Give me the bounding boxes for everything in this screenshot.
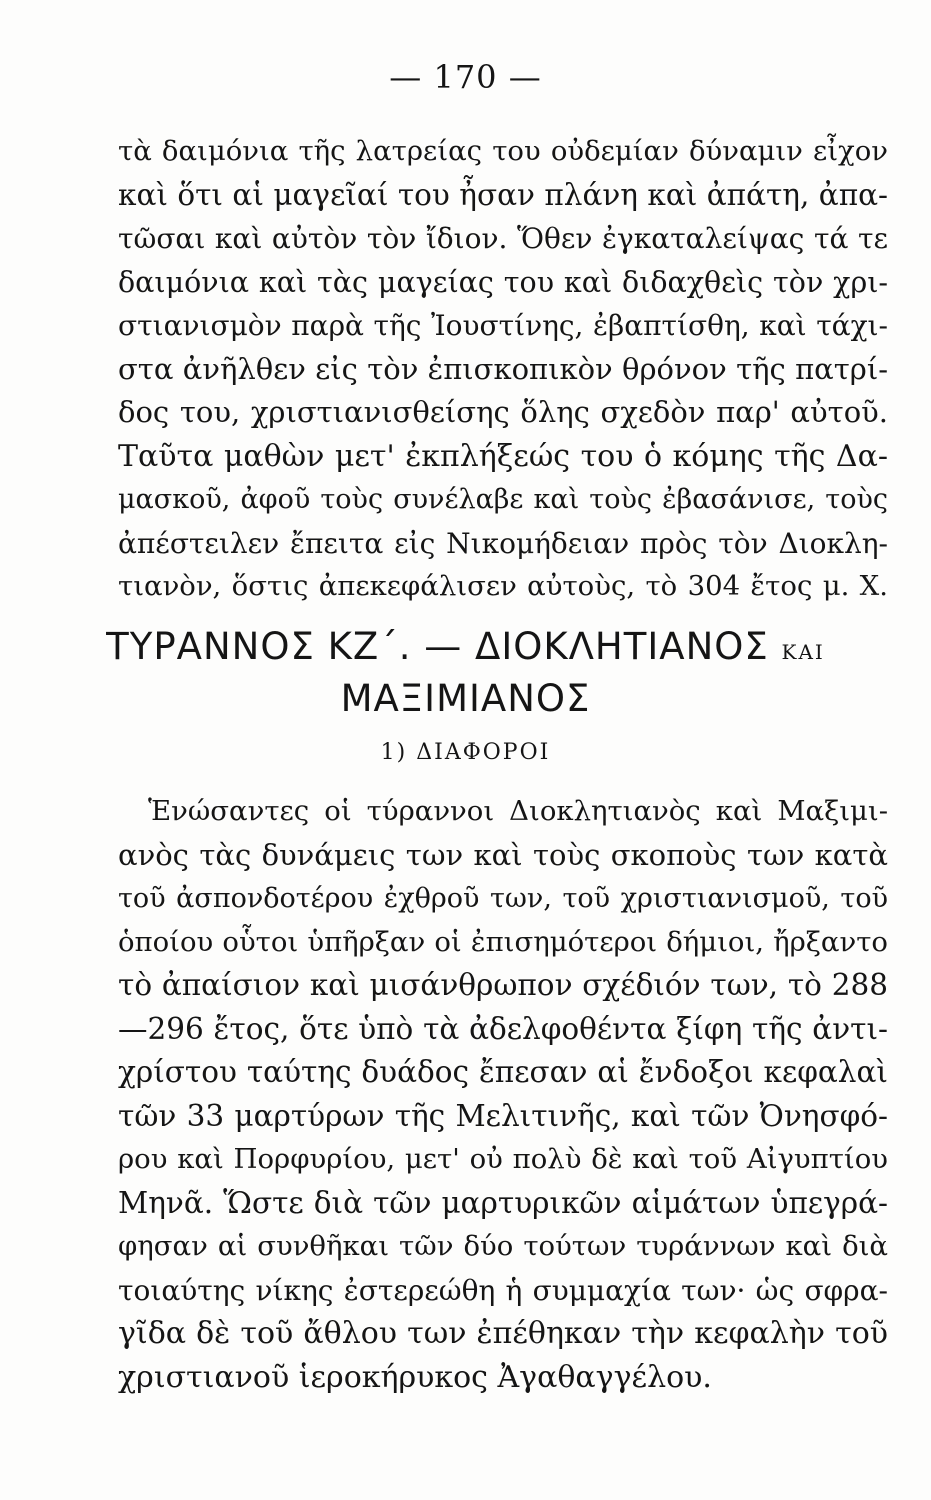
paragraph-2 xyxy=(118,790,888,1399)
chapter-heading-continued: ΜΑΞΙΜΙΑΝΟΣ xyxy=(340,677,591,720)
text-line: μασκοῦ, ἀφοῦ τοὺς συνέλαβε καὶ τοὺς ἐβασάνισε, τοὺς xyxy=(118,484,888,515)
text-line: τοῦ ἀσπονδοτέρου ἐχθροῦ των, τοῦ χριστιανισμοῦ, τοῦ xyxy=(118,883,888,914)
text-line: τῶσαι καὶ αὐτὸν τὸν ἴδιον. Ὅθεν ἐγκαταλείψας τά τε xyxy=(118,222,888,255)
text-line: Ἑνώσαντες οἱ τύραννοι Διοκλητιανὸς καὶ Μαξιμι- xyxy=(148,795,888,827)
section-subheading: 1) ΔΙΑΦΟΡΟΙ xyxy=(380,740,551,765)
chapter-heading-text: ΤΥΡΑΝΝΟΣ ΚΖ΄. — ΔΙΟΚΛΗΤΙΑΝΟΣ xyxy=(106,625,769,668)
text-line: τιανὸν, ὅστις ἀπεκεφάλισεν αὐτοὺς, τὸ 304 ἔτος μ. Χ. xyxy=(118,570,888,602)
text-line: στα ἀνῆλθεν εἰς τὸν ἐπισκοπικὸν θρόνον τῆς πατρί- xyxy=(118,351,888,386)
paragraph-1 xyxy=(118,130,888,609)
text-line: χριστιανοῦ ἱεροκήρυκος Ἀγαθαγγέλου. xyxy=(118,1359,712,1395)
text-line: Ταῦτα μαθὼν μετ' ἐκπλήξεώς του ὁ κόμης τῆς Δα- xyxy=(118,438,888,474)
text-line: δαιμόνια καὶ τὰς μαγείας του καὶ διδαχθεὶς τὸν χρι- xyxy=(118,265,888,299)
text-line: φησαν αἱ συνθῆκαι τῶν δύο τούτων τυράννων καὶ διὰ xyxy=(118,1230,888,1262)
text-line: τὸ ἀπαίσιον καὶ μισάνθρωπον σχέδιόν των, τὸ 288 xyxy=(118,968,888,1002)
text-line: τοιαύτης νίκης ἐστερεώθη ἡ συμμαχία των· ὡς σφρα- xyxy=(118,1273,888,1307)
page-number: — 170 — xyxy=(389,58,542,96)
text-line: τῶν 33 μαρτύρων τῆς Μελιτινῆς, καὶ τῶν Ὀνησφό- xyxy=(118,1098,888,1133)
text-line: τὰ δαιμόνια τῆς λατρείας του οὐδεμίαν δύναμιν εἶχον xyxy=(118,135,888,167)
text-line: ἀπέστειλεν ἔπειτα εἰς Νικομήδειαν πρὸς τὸν Διοκλη- xyxy=(118,526,888,560)
chapter-heading-conjunction: ΚΑΙ xyxy=(781,640,825,664)
text-line: γῖδα δὲ τοῦ ἄθλου των ἐπέθηκαν τὴν κεφαλὴν τοῦ xyxy=(118,1316,888,1351)
text-line: καὶ ὅτι αἱ μαγεῖαί του ἦσαν πλάνη καὶ ἀπάτη, ἀπα- xyxy=(118,177,888,212)
text-line: ὁποίου οὗτοι ὑπῆρξαν οἱ ἐπισημότεροι δήμιοι, ἤρξαντο xyxy=(118,925,888,958)
text-line: χρίστου ταύτης δυάδος ἔπεσαν αἱ ἔνδοξοι κεφαλαὶ xyxy=(118,1055,888,1089)
text-line: ρου καὶ Πορφυρίου, μετ' οὐ πολὺ δὲ καὶ τοῦ Αἰγυπτίου xyxy=(118,1143,888,1175)
text-line: δος του, χριστιανισθείσης ὅλης σχεδὸν παρ' αὐτοῦ. xyxy=(118,395,888,429)
text-line: στιανισμὸν παρὰ τῆς Ἰουστίνης, ἐβαπτίσθη, καὶ τάχι- xyxy=(118,309,888,342)
text-line: ανὸς τὰς δυνάμεις των καὶ τοὺς σκοποὺς των κατὰ xyxy=(118,837,888,872)
text-line: —296 ἔτος, ὅτε ὑπὸ τὰ ἀδελφοθέντα ξίφη τῆς ἀντι- xyxy=(118,1011,888,1046)
chapter-heading xyxy=(0,625,931,668)
text-line: Μηνᾶ. Ὥστε διὰ τῶν μαρτυρικῶν αἱμάτων ὑπεγρά- xyxy=(118,1185,888,1220)
